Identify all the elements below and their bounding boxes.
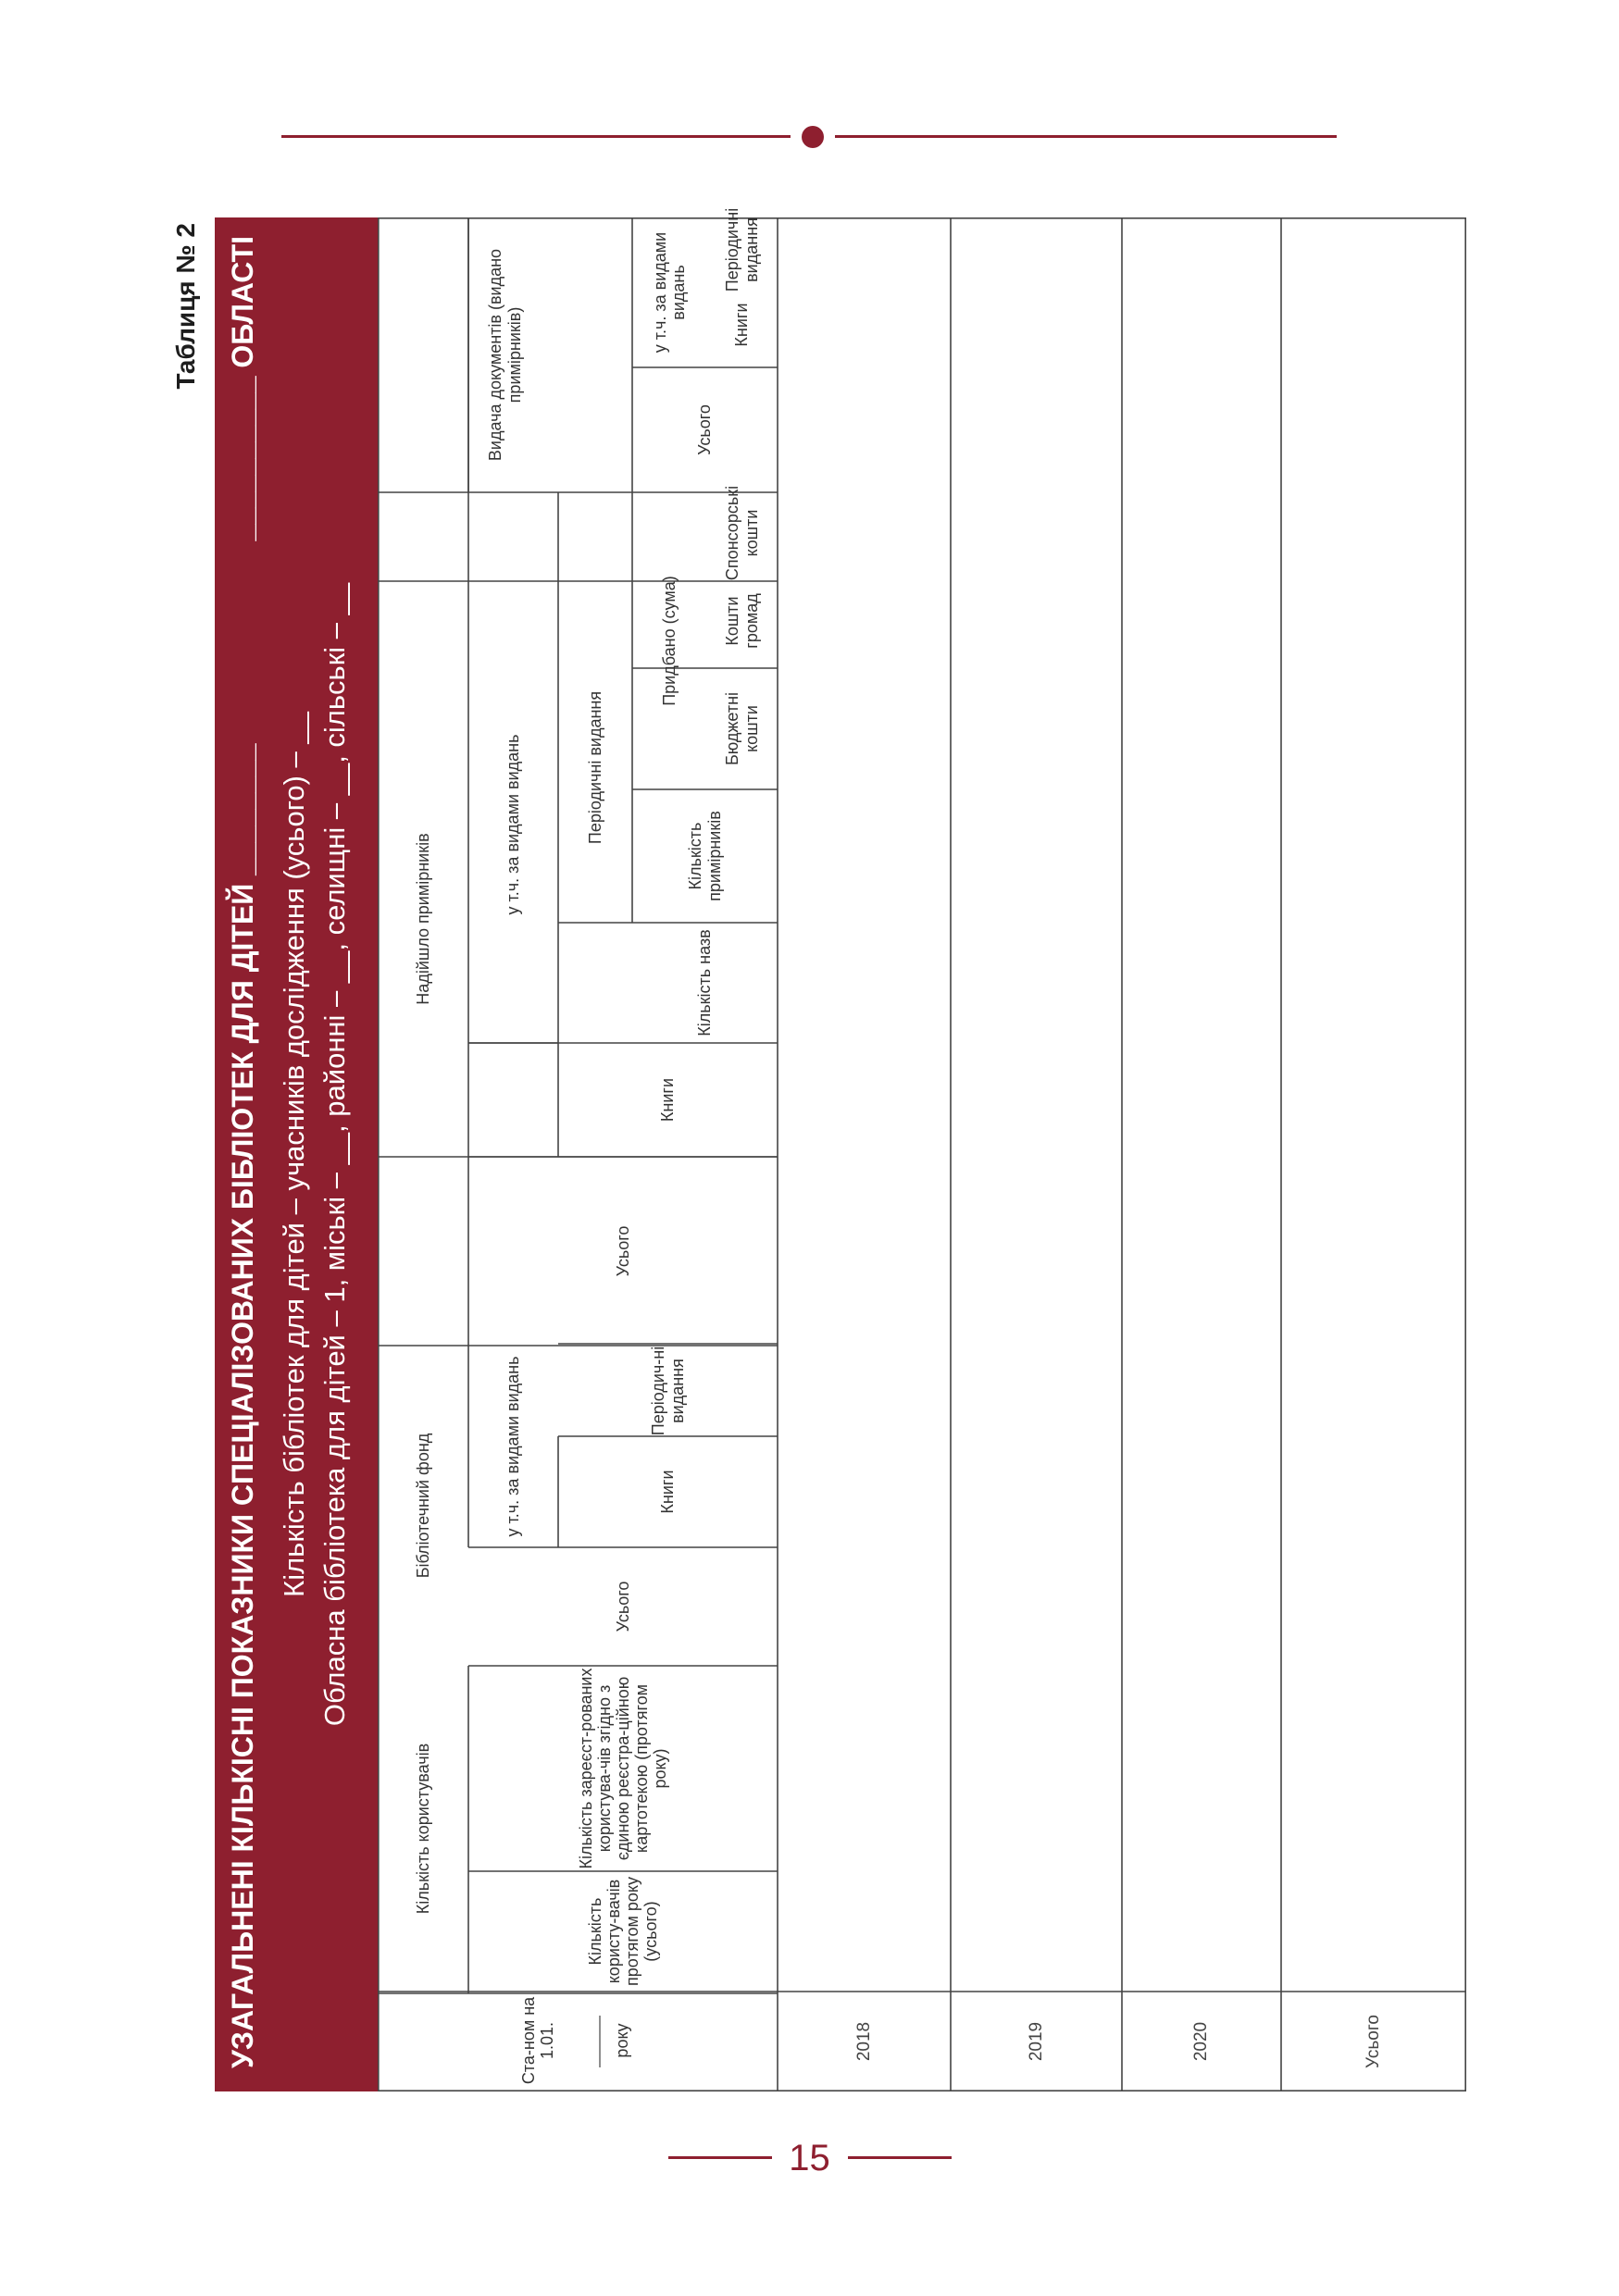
users-registered-header: Кількість зареєст-рованих користува-чів згідно з єдиною реєстра-ційною картотекою (протягом року): [576, 1668, 670, 1869]
fund-group-header: Бібліотечний фонд: [413, 1433, 432, 1579]
issue-books-header: Книги: [732, 303, 752, 347]
users-group-header: Кількість користувачів: [413, 1743, 432, 1915]
statistics-table: [378, 207, 1466, 2091]
row-label-total: Усього: [1364, 2015, 1384, 2068]
community-funds-header: Кошти громад: [723, 593, 761, 649]
issue-periodicals-header: Періодичні видання: [723, 207, 761, 292]
issue-group-header: Видача документів (видано примірників): [486, 248, 524, 462]
row-label-2019: 2019: [1026, 2021, 1046, 2062]
issue-by-type-header: у т.ч. за видами видань: [650, 231, 688, 354]
header-rule-right: [835, 135, 1337, 138]
arrived-total-header: Усього: [613, 1225, 632, 1277]
header-rule-left: [281, 135, 791, 138]
arrived-books-header: Книги: [658, 1077, 678, 1123]
stan-header-top: Ста-ном на 1.01.: [518, 1996, 556, 2085]
arrived-group-header: Надійшло примірників: [413, 833, 432, 1005]
copies-count-header: Кількість примірників: [686, 811, 724, 901]
stan-header-bottom: року: [612, 2023, 631, 2058]
sponsor-funds-header: Спонсорські кошти: [723, 485, 761, 581]
users-total-header: Кількість користу-вачів протягом року (усього): [585, 1876, 661, 1987]
table-title: [226, 236, 260, 2068]
row-label-2018: 2018: [853, 2021, 874, 2062]
header-rule-dot: [802, 126, 824, 148]
row-label-2020: 2020: [1191, 2021, 1212, 2062]
fund-periodicals-header: Періодич-ні видання: [649, 1346, 687, 1436]
table-title-banner: [215, 217, 378, 2091]
issue-total-header: Усього: [695, 404, 715, 455]
fund-by-type-header: у т.ч. за видами видань: [504, 1356, 523, 1537]
purchased-header: Придбано (сума): [659, 576, 679, 706]
page-number: 15: [789, 2138, 830, 2178]
titles-count-header: Кількість назв: [695, 929, 715, 1036]
budget-funds-header: Бюджетні кошти: [723, 691, 761, 766]
table-subtitle-1: Кількість бібліотек для дітей – учасників дослідження (усього) – __: [278, 712, 310, 1597]
table-subtitle-2: Обласна бібліотека для дітей – 1, міські – __, районні – __, селищні – __, сільські – __: [318, 582, 351, 1727]
fund-books-header: Книги: [658, 1470, 678, 1514]
table-title-text: УЗАГАЛЬНЕНІ КІЛЬКІСНІ ПОКАЗНИКИ СПЕЦІАЛІЗОВАНИХ БІБЛІОТЕК ДЛЯ ДІТЕЙ ________: [226, 743, 259, 2068]
arrived-by-type-header: у т.ч. за видами видань: [504, 734, 523, 915]
fund-total-header: Усього: [613, 1581, 632, 1632]
table-caption: Таблиця № 2: [171, 223, 200, 390]
arrived-periodicals-header: Періодичні видання: [585, 690, 604, 845]
rotated-table-page: [171, 207, 1466, 2091]
footer-rule-right: [848, 2156, 952, 2159]
table-title-suffix: __________ ОБЛАСТІ: [226, 236, 259, 541]
